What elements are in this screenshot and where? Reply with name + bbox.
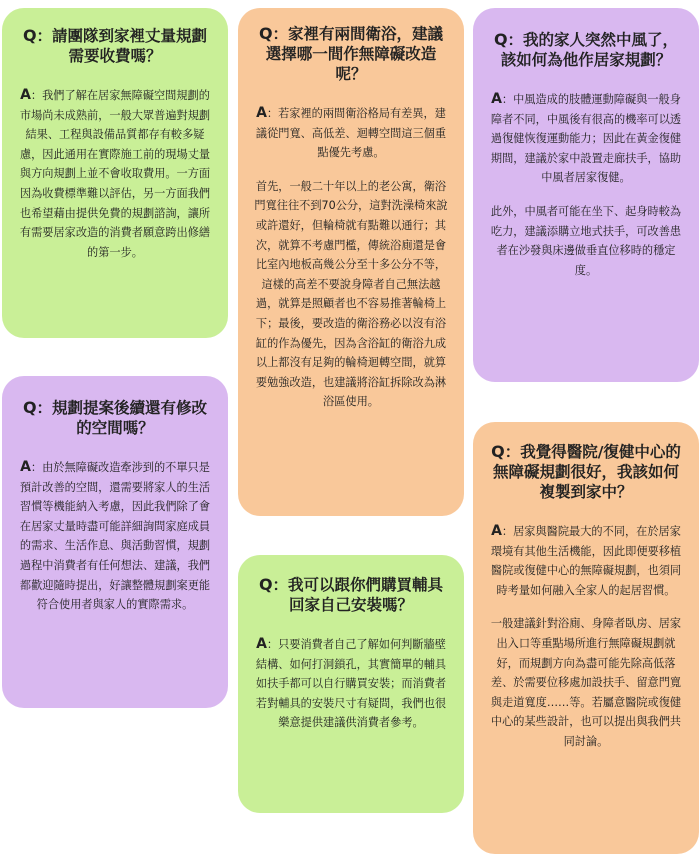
faq-card-fee xyxy=(2,8,228,338)
faq-answer: A：若家裡的兩間衛浴格局有差異，建議從門寬、高低差、迴轉空間這三個重點優先考慮。 xyxy=(255,105,447,160)
faq-answer: A：只要消費者自己了解如何判斷牆壁結構、如何打洞鎖孔，其實簡單的輔具如扶手都可以自行購買安裝；而消費者若對輔具的安裝尺寸有疑問，我們也很樂意提供建議供消費者參考。 xyxy=(255,636,447,730)
faq-question: Q：請團隊到家裡丈量規劃需要收費嗎？ xyxy=(22,26,208,65)
faq-question: Q：我可以跟你們購買輔具回家自己安裝嗎？ xyxy=(258,575,444,614)
faq-question: Q：我覺得醫院/復健中心的無障礙規劃很好，我該如何複製到家中？ xyxy=(491,442,681,501)
faq-card-diy xyxy=(238,555,464,813)
faq-card-bathroom xyxy=(238,8,464,516)
faq-card-hospital xyxy=(473,422,699,854)
faq-answer: A：由於無障礙改造牽涉到的不單只是預計改善的空間，還需要將家人的生活習慣等機能納入考慮，因此我們除了會在居家丈量時盡可能詳細詢問家庭成員的需求、生活作息、與活動習慣，規劃過程中消費者有任何想法、建議，我們都歡迎隨時提出，好讓整體規劃案更能符合使用者與家人的實際需求。 xyxy=(19,459,211,612)
faq-answer-continued: 一般建議針對浴廁、身障者臥房、居家出入口等重點場所進行無障礙規劃就好，而規劃方向為盡可能先除高低落差、於需要位移處加設扶手、留意門寬與走道寬度……等。若屬意醫院或復健中心的某些設計，也可以提出與我們共同討論。 xyxy=(490,617,682,748)
faq-answer-continued: 此外，中風者可能在坐下、起身時較為吃力，建議添購立地式扶手，可改善患者在沙發與床邊做垂直位移時的穩定度。 xyxy=(490,204,682,277)
faq-answer-continued: 首先，一般二十年以上的老公寓，衛浴門寬往往不到70公分，這對洗澡椅來說或許還好，但輪椅就有點難以通行；其次，就算不考慮門檻，傳統浴廁還是會比室內地板高幾公分至十多公分不等，這樣的高差不要說身障者自己無法越過，就算是照顧者也不容易推著輪椅上下；最後，要改造的衛浴務必以沒有浴缸的作為優先，因為含浴缸的衛浴九成以上都沒有足夠的輪椅迴轉空間，就算要勉強改造，也建議將浴缸拆除改為淋浴區使用。 xyxy=(254,179,448,409)
faq-card-revision xyxy=(2,376,228,708)
faq-question: Q：規劃提案後續還有修改的空間嗎？ xyxy=(22,398,208,437)
faq-answer: A：居家與醫院最大的不同，在於居家環境有其他生活機能，因此即便要移植醫院或復健中心的無障礙規劃，也須同時考量如何融入全家人的起居習慣。 xyxy=(490,523,682,597)
faq-answer: A：中風造成的肢體運動障礙與一般身障者不同，中風後有很高的機率可以透過復健恢復運動能力；因此在黃金復健期間，建議於家中設置走廊扶手，協助中風者居家復健。 xyxy=(490,91,682,185)
faq-question: Q：家裡有兩間衛浴，建議選擇哪一間作無障礙改造呢？ xyxy=(258,24,444,83)
faq-question: Q：我的家人突然中風了，該如何為他作居家規劃？ xyxy=(493,30,679,69)
faq-card-stroke xyxy=(473,8,699,382)
faq-answer: A：我們了解在居家無障礙空間規劃的市場尚未成熟前，一般大眾普遍對規劃結果、工程與設備品質都存有較多疑慮，因此通用在實際施工前的現場丈量與方向規劃上並不會收取費用。一方面因為收費標準難以評估，另一方面我們也希望藉由提供免費的規劃諮詢，讓所有需要居家改造的消費者願意跨出修繕的第一步。 xyxy=(19,87,211,259)
